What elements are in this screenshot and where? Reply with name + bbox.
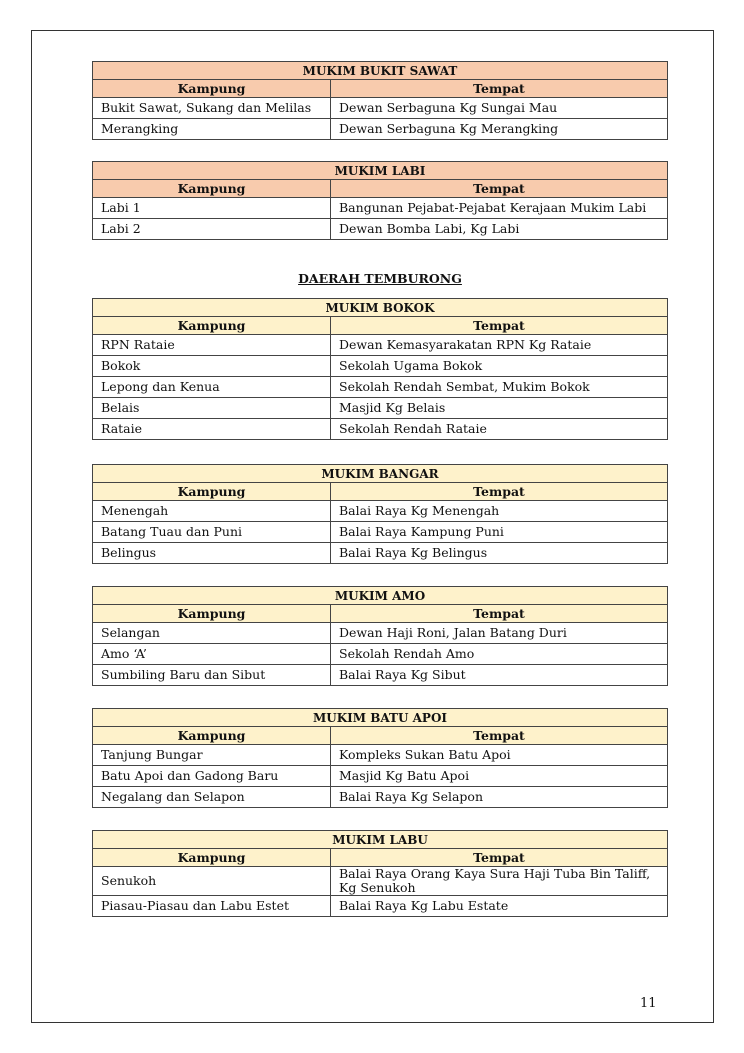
table-row	[93, 219, 668, 240]
table-title: MUKIM AMO	[93, 587, 668, 605]
column-header-kampung: Kampung	[93, 317, 331, 335]
column-header-tempat: Tempat	[331, 180, 668, 198]
column-header-kampung: Kampung	[93, 849, 331, 867]
kampung-cell: Labi 1	[93, 198, 331, 219]
table-row	[93, 419, 668, 440]
kampung-cell: Batu Apoi dan Gadong Baru	[93, 766, 331, 787]
table-row	[93, 198, 668, 219]
table-row	[93, 766, 668, 787]
table-row	[93, 501, 668, 522]
kampung-cell: Belais	[93, 398, 331, 419]
table-row	[93, 119, 668, 140]
table-row	[93, 398, 668, 419]
table-title: MUKIM BANGAR	[93, 465, 668, 483]
column-header-kampung: Kampung	[93, 605, 331, 623]
kampung-cell: RPN Rataie	[93, 335, 331, 356]
column-header-kampung: Kampung	[93, 727, 331, 745]
tempat-cell: Dewan Haji Roni, Jalan Batang Duri	[331, 623, 668, 644]
table-row	[93, 644, 668, 665]
table-row	[93, 623, 668, 644]
kampung-cell: Senukoh	[93, 867, 331, 896]
kampung-cell: Piasau-Piasau dan Labu Estet	[93, 896, 331, 917]
kampung-cell: Labi 2	[93, 219, 331, 240]
table-row	[93, 335, 668, 356]
column-header-tempat: Tempat	[331, 80, 668, 98]
section-heading: DAERAH TEMBURONG	[298, 271, 462, 286]
table-title: MUKIM LABU	[93, 831, 668, 849]
column-header-tempat: Tempat	[331, 849, 668, 867]
kampung-cell: Selangan	[93, 623, 331, 644]
mukim-table-labi	[92, 161, 668, 240]
kampung-cell: Negalang dan Selapon	[93, 787, 331, 808]
mukim-table-labu	[92, 830, 668, 917]
tempat-cell: Balai Raya Kampung Puni	[331, 522, 668, 543]
column-header-tempat: Tempat	[331, 605, 668, 623]
tempat-cell: Balai Raya Orang Kaya Sura Haji Tuba Bin Taliff, Kg Senukoh	[331, 867, 668, 896]
tempat-cell: Kompleks Sukan Batu Apoi	[331, 745, 668, 766]
tempat-cell: Dewan Bomba Labi, Kg Labi	[331, 219, 668, 240]
column-header-kampung: Kampung	[93, 80, 331, 98]
page-number: 11	[640, 996, 657, 1011]
tempat-cell: Masjid Kg Batu Apoi	[331, 766, 668, 787]
mukim-table-bokok	[92, 298, 668, 440]
table-row	[93, 867, 668, 896]
column-header-tempat: Tempat	[331, 727, 668, 745]
mukim-table-amo	[92, 586, 668, 686]
kampung-cell: Merangking	[93, 119, 331, 140]
tempat-cell: Bangunan Pejabat-Pejabat Kerajaan Mukim Labi	[331, 198, 668, 219]
column-header-tempat: Tempat	[331, 317, 668, 335]
table-row	[93, 522, 668, 543]
column-header-tempat: Tempat	[331, 483, 668, 501]
tempat-cell: Balai Raya Kg Labu Estate	[331, 896, 668, 917]
kampung-cell: Batang Tuau dan Puni	[93, 522, 331, 543]
tempat-cell: Sekolah Rendah Sembat, Mukim Bokok	[331, 377, 668, 398]
table-row	[93, 665, 668, 686]
column-header-kampung: Kampung	[93, 180, 331, 198]
table-title: MUKIM BATU APOI	[93, 709, 668, 727]
tempat-cell: Dewan Kemasyarakatan RPN Kg Rataie	[331, 335, 668, 356]
kampung-cell: Tanjung Bungar	[93, 745, 331, 766]
kampung-cell: Menengah	[93, 501, 331, 522]
kampung-cell: Bukit Sawat, Sukang dan Melilas	[93, 98, 331, 119]
table-row	[93, 745, 668, 766]
tempat-cell: Dewan Serbaguna Kg Merangking	[331, 119, 668, 140]
kampung-cell: Rataie	[93, 419, 331, 440]
tempat-cell: Sekolah Ugama Bokok	[331, 356, 668, 377]
kampung-cell: Bokok	[93, 356, 331, 377]
column-header-kampung: Kampung	[93, 483, 331, 501]
tempat-cell: Sekolah Rendah Rataie	[331, 419, 668, 440]
tempat-cell: Balai Raya Kg Sibut	[331, 665, 668, 686]
tempat-cell: Balai Raya Kg Selapon	[331, 787, 668, 808]
kampung-cell: Sumbiling Baru dan Sibut	[93, 665, 331, 686]
tempat-cell: Balai Raya Kg Belingus	[331, 543, 668, 564]
table-title: MUKIM BOKOK	[93, 299, 668, 317]
mukim-table-bangar	[92, 464, 668, 564]
kampung-cell: Belingus	[93, 543, 331, 564]
tempat-cell: Balai Raya Kg Menengah	[331, 501, 668, 522]
table-row	[93, 377, 668, 398]
kampung-cell: Amo ‘A’	[93, 644, 331, 665]
table-title: MUKIM LABI	[93, 162, 668, 180]
table-row	[93, 896, 668, 917]
table-row	[93, 543, 668, 564]
tempat-cell: Dewan Serbaguna Kg Sungai Mau	[331, 98, 668, 119]
table-row	[93, 98, 668, 119]
table-row	[93, 787, 668, 808]
kampung-cell: Lepong dan Kenua	[93, 377, 331, 398]
table-title: MUKIM BUKIT SAWAT	[93, 62, 668, 80]
table-row	[93, 356, 668, 377]
tempat-cell: Sekolah Rendah Amo	[331, 644, 668, 665]
tempat-cell: Masjid Kg Belais	[331, 398, 668, 419]
mukim-table-bukit-sawat	[92, 61, 668, 140]
mukim-table-batu-apoi	[92, 708, 668, 808]
